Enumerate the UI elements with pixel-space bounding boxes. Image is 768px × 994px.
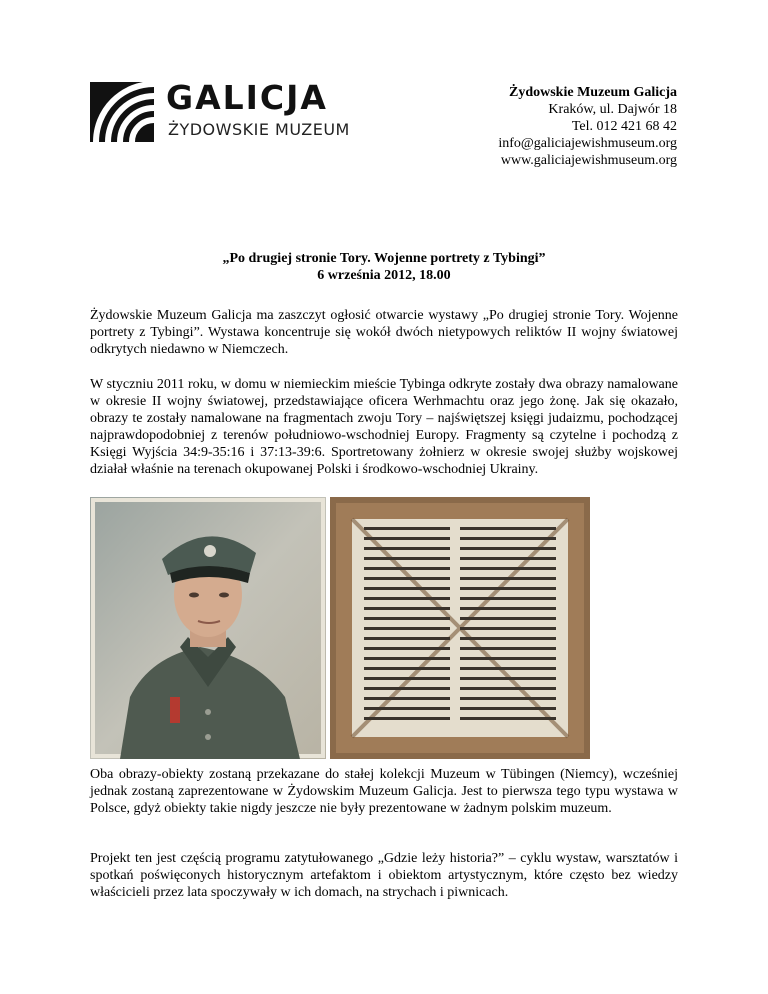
email-link[interactable]: info@galiciajewishmuseum.org [498,136,677,151]
torah-scroll-image [330,497,590,759]
phone: Tel. 012 421 68 42 [571,119,677,134]
logo-subtitle: ŻYDOWSKIE MUZEUM [168,120,350,139]
address: Kraków, ul. Dajwór 18 [548,102,677,117]
event-title: „Po drugiej stronie Tory. Wojenne portrety z Tybingi” [222,251,546,266]
logo-title: GALICJA [166,78,328,117]
org-name: Żydowskie Muzeum Galicja [509,85,677,100]
officer-portrait-image [90,497,326,759]
logo-arcs-icon [90,82,154,142]
paragraph-collection: Oba obrazy-obiekty zostaną przekazane do stałej kolekcji Muzeum w Tübingen (Niemcy), wcześniej jednak zostaną zaprezentowane w Żydowskim Muzeum Galicja. Jest to pierwsza tego typu wystawa w Polsce, gdyż obiekty takie nigdy jeszcze nie były prezentowane w żadnym polskim muzeum. [90,767,678,816]
paragraph-project: Projekt ten jest częścią programu zatytułowanego „Gdzie leży historia?” – cyklu wystaw, warsztatów i spotkań poświęconych historycznym artefaktom i obiektom artystycznym, które często bez wiedzy właścicieli przez lata spoczywały w ich domach, na strychach i piwnicach. [90,851,678,900]
website-link[interactable]: www.galiciajewishmuseum.org [500,153,677,168]
paragraph-discovery: W styczniu 2011 roku, w domu w niemieckim mieście Tybinga odkryte zostały dwa obrazy namalowane w okresie II wojny światowej, przedstawiające oficera Werhmachtu oraz jego żonę. Jak się okazało, obrazy te zostały namalowane na fragmentach zwoju Tory – najświętszej księgi judaizmu, pochodzącej najprawdopodobniej z terenów południowo-wschodniej Europy. Fragmenty są czytelne i pochodzą z Księgi Wyjścia 34:9-35:16 i 37:13-39:6. Sportretowany żołnierz w okresie swojej służby wojskowej działał właśnie na terenach okupowanej Polski i środkowo-wschodniej Ukrainy. [90,377,678,477]
event-heading [0,250,768,284]
museum-logo [90,78,380,142]
event-date: 6 września 2012, 18.00 [317,268,451,283]
contact-block [498,84,677,169]
paragraph-intro: Żydowskie Muzeum Galicja ma zaszczyt ogłosić otwarcie wystawy „Po drugiej stronie Tory. Wojenne portrety z Tybingi”. Wystawa koncentruje się wokół dwóch nietypowych reliktów II wojny światowej odkrytych niedawno w Niemczech. [90,308,678,357]
